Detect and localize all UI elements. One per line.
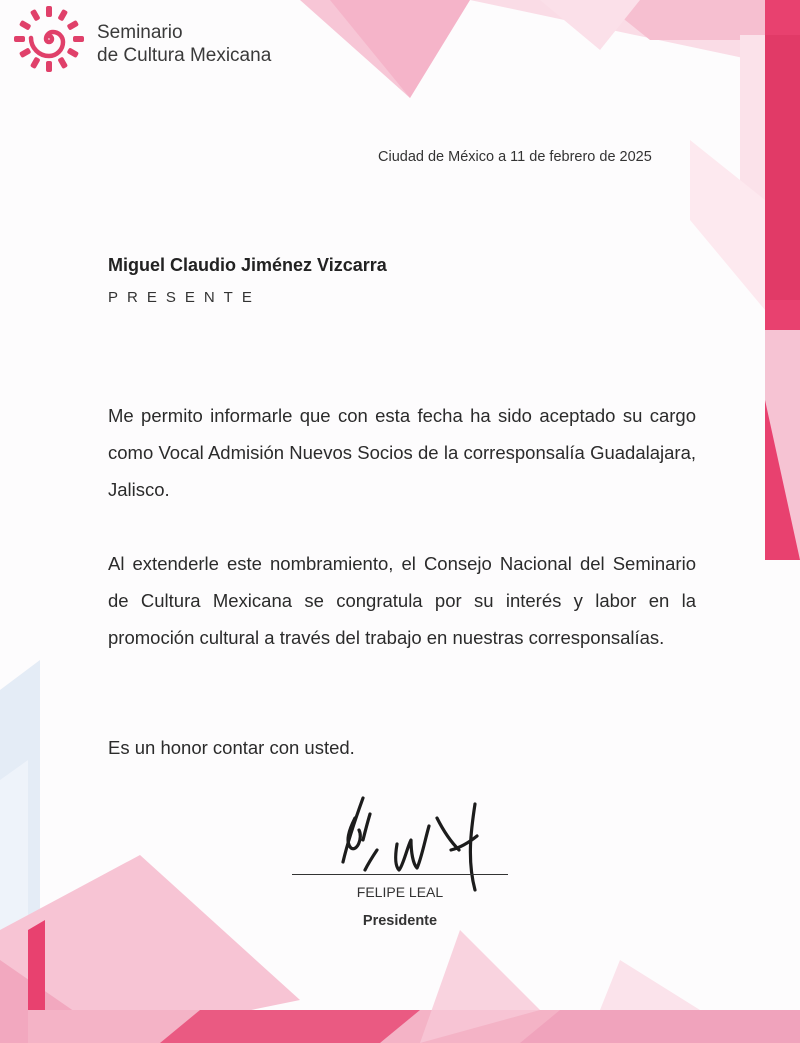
paragraph-appointment: Me permito informarle que con esta fecha ha sido aceptado su cargo como Vocal Admisión Nuevos Socios de la corresponsalía Guadalajara, Jalisco. <box>108 405 696 500</box>
paragraph-closing: Es un honor contar con usted. <box>108 737 355 758</box>
organization-name <box>97 21 271 67</box>
signatory-title: Presidente <box>362 913 438 929</box>
organization-name-line2: de Cultura Mexicana <box>97 45 272 66</box>
signatory-name: FELIPE LEAL <box>356 884 444 900</box>
recipient-name: Miguel Claudio Jiménez Vizcarra <box>108 255 387 275</box>
spiral-sun-logo-icon <box>14 6 84 72</box>
letter-date: Ciudad de México a 11 de febrero de 2025 <box>378 149 652 165</box>
salutation: PRESENTE <box>108 289 261 306</box>
paragraph-congratulation: Al extenderle este nombramiento, el Consejo Nacional del Seminario de Cultura Mexicana se congratula por su interés y labor en la promoción cultural a través del trabajo en nuestras corresponsalías. <box>108 553 696 648</box>
organization-name-line1: Seminario <box>97 22 183 43</box>
signature-line <box>292 874 508 875</box>
